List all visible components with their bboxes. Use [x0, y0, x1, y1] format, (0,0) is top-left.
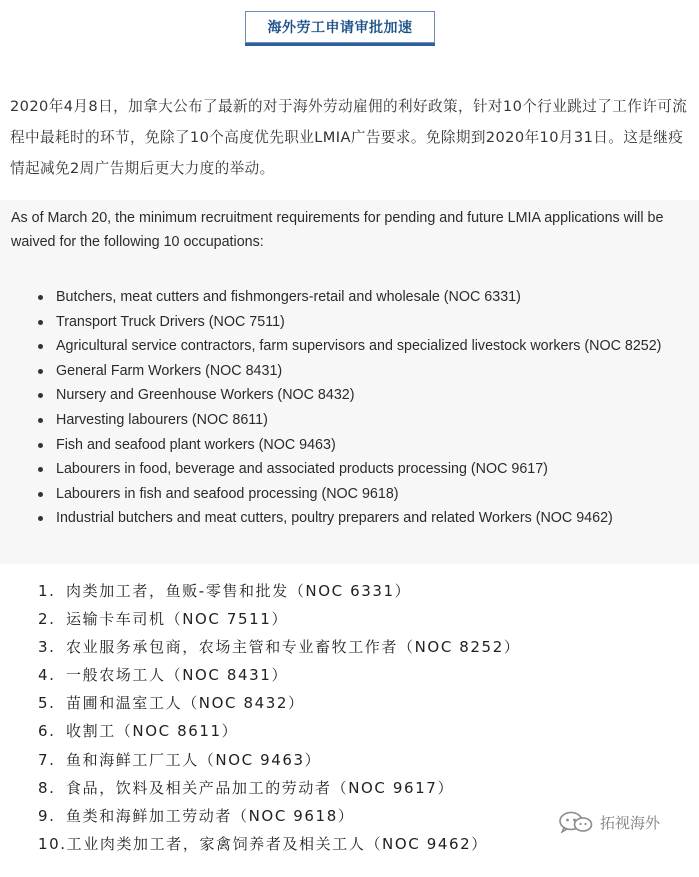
- list-item: 1. 肉类加工者，鱼贩-零售和批发（NOC 6331）: [38, 582, 412, 600]
- list-item: Labourers in fish and seafood processing (NOC 9618): [36, 482, 686, 507]
- list-item: 7. 鱼和海鲜工厂工人（NOC 9463）: [38, 750, 322, 769]
- watermark-text: 拓视海外: [600, 813, 661, 832]
- list-item: Industrial butchers and meat cutters, poultry preparers and related Workers (NOC 9462): [36, 506, 686, 531]
- list-item: Agricultural service contractors, farm supervisors and specialized livestock workers (NOC 8252): [36, 334, 686, 359]
- list-item: Labourers in food, beverage and associated products processing (NOC 9617): [36, 457, 686, 482]
- list-item: Nursery and Greenhouse Workers (NOC 8432): [36, 383, 686, 408]
- english-intro: As of March 20, the minimum recruitment requirements for pending and future LMIA applications will be waived for the following 10 occupations:: [11, 210, 664, 250]
- title-underline: [245, 43, 435, 46]
- page-title-box: [245, 11, 435, 43]
- list-item: General Farm Workers (NOC 8431): [36, 359, 686, 384]
- list-item: Transport Truck Drivers (NOC 7511): [36, 310, 686, 335]
- list-item: 8. 食品，饮料及相关产品加工的劳动者（NOC 9617）: [38, 778, 455, 797]
- list-item: 5. 苗圃和温室工人（NOC 8432）: [38, 694, 305, 713]
- english-occupation-list: [36, 285, 686, 531]
- intro-paragraph: 2020年4月8日，加拿大公布了最新的对于海外劳动雇佣的利好政策，针对10个行业跳过了工作许可流程中最耗时的环节，免除了10个高度优先职业LMIA广告要求。免除期到2020年10月31日。这是继疫情起减免2周广告期后更大力度的举动。: [10, 98, 688, 177]
- list-item: Fish and seafood plant workers (NOC 9463): [36, 433, 686, 458]
- wechat-icon: [558, 811, 594, 833]
- list-item: 2. 运输卡车司机（NOC 7511）: [38, 610, 289, 629]
- page-title: 海外劳工申请审批加速: [267, 20, 413, 36]
- watermark: [558, 808, 660, 836]
- list-item: 9. 鱼类和海鲜加工劳动者（NOC 9618）: [38, 806, 355, 825]
- list-item: Harvesting labourers (NOC 8611): [36, 408, 686, 433]
- list-item: 6. 收割工（NOC 8611）: [38, 722, 239, 741]
- list-item: Butchers, meat cutters and fishmongers-retail and wholesale (NOC 6331): [36, 285, 686, 310]
- list-item: 10.工业肉类加工者，家禽饲养者及相关工人（NOC 9462）: [38, 834, 488, 853]
- list-item: 3. 农业服务承包商，农场主管和专业畜牧工作者（NOC 8252）: [38, 638, 521, 657]
- list-item: 4. 一般农场工人（NOC 8431）: [38, 666, 289, 685]
